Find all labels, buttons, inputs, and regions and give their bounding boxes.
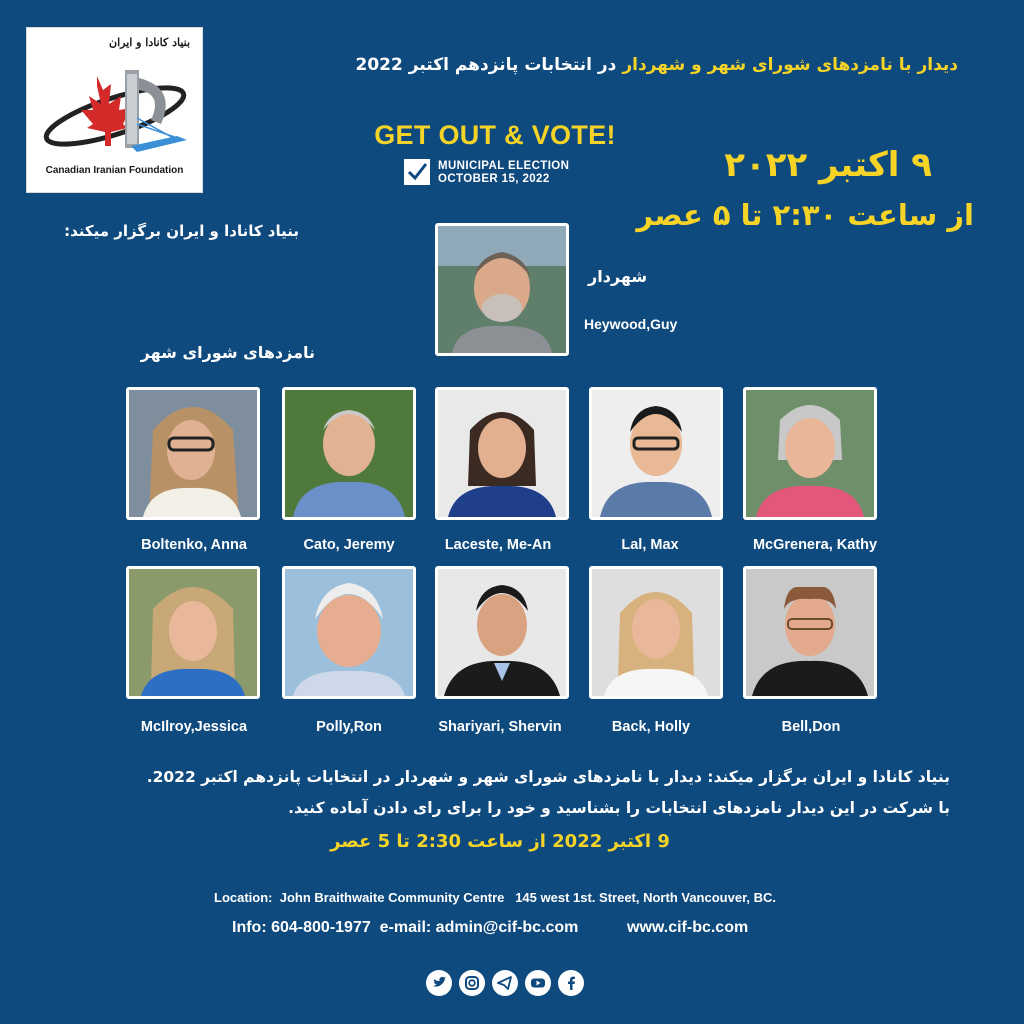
- candidate-photo: [589, 566, 723, 699]
- candidate-name: Cato, Jeremy: [303, 537, 395, 553]
- candidate-photo: [743, 566, 877, 699]
- mayor-name: Heywood,Guy: [584, 316, 678, 332]
- mayor-role: شهردار: [588, 267, 648, 286]
- telegram-icon[interactable]: [492, 970, 518, 996]
- event-date: ۹ اکتبر ۲۰۲۲: [724, 145, 932, 185]
- logo-persian-name: بنیاد کانادا و ایران: [109, 36, 191, 49]
- vote-badge: [370, 120, 620, 192]
- person-portrait-icon: [285, 390, 413, 517]
- location-value: John Braithwaite Community Centre 145 west 1st. Street, North Vancouver, BC.: [279, 890, 777, 905]
- candidate-photo: [126, 387, 260, 520]
- instagram-icon[interactable]: [459, 970, 485, 996]
- mayor-photo: [435, 223, 569, 356]
- person-portrait-icon: [592, 390, 720, 517]
- bottom-line-2: با شرکت در این دیدار نامزدهای انتخابات را بشناسید و خود را برای رای دادن آماده کنید.: [288, 799, 950, 817]
- person-portrait-icon: [592, 569, 720, 696]
- candidate-name: McGrenera, Kathy: [752, 537, 878, 553]
- candidate-name: Lal, Max: [621, 537, 679, 553]
- person-portrait-icon: [438, 569, 566, 696]
- candidate-photo: [589, 387, 723, 520]
- ballot-text: [438, 160, 569, 186]
- candidate-name: Bell,Don: [781, 719, 841, 735]
- candidate-photo: [282, 566, 416, 699]
- header-title: [238, 55, 958, 75]
- email-label: e-mail:: [379, 919, 432, 936]
- candidate-name: Back, Holly: [611, 719, 691, 735]
- council-heading: نامزدهای شورای شهر: [140, 343, 315, 362]
- ballot-line1: MUNICIPAL ELECTION: [438, 160, 570, 172]
- candidate-photo: [743, 387, 877, 520]
- host-line: بنیاد کانادا و ایران برگزار میکند:: [64, 222, 299, 240]
- youtube-icon[interactable]: [525, 970, 551, 996]
- info-label: Info:: [232, 919, 267, 936]
- candidate-photo: [282, 387, 416, 520]
- checkbox-icon: [404, 159, 430, 185]
- person-portrait-icon: [438, 226, 566, 353]
- info-line: [232, 919, 578, 937]
- candidate-photo: [126, 566, 260, 699]
- candidate-name: Boltenko, Anna: [141, 537, 247, 553]
- bottom-date-line: 9 اکتبر 2022 از ساعت 2:30 تا 5 عصر: [330, 831, 670, 852]
- header-title-highlight: دیدار با نامزدهای شورای شهر و شهردار: [622, 55, 958, 75]
- candidate-name: Shariyari, Shervin: [438, 719, 562, 735]
- person-portrait-icon: [129, 390, 257, 517]
- website-link[interactable]: www.cif-bc.com: [627, 919, 749, 936]
- foundation-logo: [26, 27, 203, 193]
- location-label: Location:: [214, 890, 273, 905]
- email-address[interactable]: admin@cif-bc.com: [435, 919, 579, 936]
- candidate-name: Polly,Ron: [316, 719, 382, 735]
- candidate-photo: [435, 387, 569, 520]
- person-portrait-icon: [746, 569, 874, 696]
- candidate-name: McIlroy,Jessica: [140, 719, 248, 735]
- event-time: از ساعت ۲:۳۰ تا ۵ عصر: [636, 198, 974, 232]
- header-title-rest: در انتخابات پانزدهم اکتبر 2022: [355, 55, 617, 75]
- person-portrait-icon: [746, 390, 874, 517]
- person-portrait-icon: [129, 569, 257, 696]
- twitter-icon[interactable]: [426, 970, 452, 996]
- facebook-icon[interactable]: [558, 970, 584, 996]
- person-portrait-icon: [285, 569, 413, 696]
- bottom-line-1: بنیاد کانادا و ایران برگزار میکند: دیدار با نامزدهای شورای شهر و شهردار در انتخابات پانزدهم اکتبر 2022.: [146, 768, 950, 786]
- vote-headline: GET OUT & VOTE!: [374, 120, 616, 150]
- ballot-line2: OCTOBER 15, 2022: [438, 173, 550, 185]
- person-portrait-icon: [438, 390, 566, 517]
- candidate-photo: [435, 566, 569, 699]
- candidate-name: Laceste, Me-An: [444, 537, 552, 553]
- phone-number[interactable]: 604-800-1977: [271, 919, 371, 936]
- social-icons: [426, 970, 586, 1000]
- location-line: [214, 890, 776, 905]
- logo-english-name: Canadian Iranian Foundation: [45, 165, 184, 176]
